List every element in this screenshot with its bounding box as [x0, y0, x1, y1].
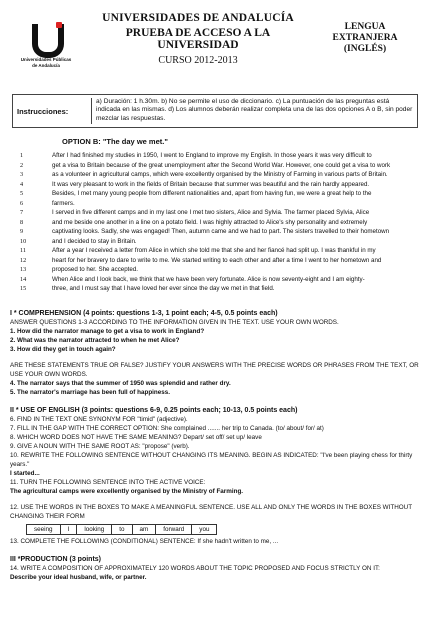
line-number: 15 — [20, 285, 27, 292]
university-logo — [8, 22, 84, 68]
question-5: 5. The narrator's marriage has been full of happiness. — [10, 389, 171, 396]
question-10-start: I started... — [10, 470, 40, 477]
line-text: It was very pleasant to work in the fields of Britain because that summer was beautiful and the rain hardly appeared. — [52, 180, 370, 188]
subject-line-2: EXTRANJERA — [332, 33, 398, 43]
line-number: 8 — [20, 218, 24, 226]
use-of-english-heading: II * USE OF ENGLISH (3 points: questions 6-9, 0.25 points each; 10-13, 0.5 points each) — [10, 407, 298, 414]
subject-line-1: LENGUA — [344, 22, 386, 32]
line-number: 10 — [20, 237, 27, 245]
instructions-label: Instrucciones: — [17, 107, 69, 116]
line-text: get a visa to Britain because of the great unemployment after the Second World War. However, one could get a visa to work — [52, 161, 391, 169]
exam-header — [0, 0, 425, 88]
line-number: 11 — [20, 247, 26, 254]
instructions-box — [12, 94, 418, 128]
line-text: farmers. — [52, 199, 75, 207]
instructions-text: a) Duración: 1 h.30m. b) No se permite el uso de diccionario. c) La puntuación de las preguntas está indicada en las mismas. d) Los alumnos deberán realizar completa una de las dos opciones A o B, sin poder mezclar las respuestas. — [91, 98, 414, 124]
line-number: 1 — [20, 152, 24, 159]
question-9: 9. GIVE A NOUN WITH THE SAME ROOT AS: "propose" (verb). — [10, 443, 190, 450]
line-number: 6 — [20, 199, 24, 207]
question-14: 14. WRITE A COMPOSITION OF APPROXIMATELY 120 WORDS ABOUT THE TOPIC PROPOSED AND FOCUS STRICTLY ON IT: — [10, 565, 380, 572]
question-6: 6. FIND IN THE TEXT ONE SYNONYM FOR "timid" (adjective). — [10, 416, 188, 423]
text-line — [20, 180, 416, 190]
logo-text-2: de Andalucía — [32, 63, 60, 68]
option-title: OPTION B: "The day we met." — [62, 137, 168, 146]
exam-subtitle: PRUEBA DE ACCESO A LA UNIVERSIDAD — [125, 27, 271, 51]
line-text: When Alice and I look back, we think that we have been very fortunate. Alice is now seventy-eight and I am eighty- — [52, 275, 365, 283]
question-2: 2. What was the narrator attracted to when he met Alice? — [10, 337, 180, 344]
reading-text — [20, 151, 416, 294]
text-line — [20, 218, 416, 228]
true-false-instructions: ARE THESE STATEMENTS TRUE OR FALSE? JUSTIFY YOUR ANSWERS WITH THE PRECISE WORDS OR PHRASES FROM THE TEXT, OR USE YOUR OWN WORDS. — [10, 362, 419, 378]
text-line — [20, 284, 416, 294]
line-number: 3 — [20, 171, 24, 178]
comprehension-instructions: ANSWER QUESTIONS 1-3 ACCORDING TO THE INFORMATION GIVEN IN THE TEXT. USE YOUR OWN WORDS. — [10, 319, 339, 326]
line-text: After I had finished my studies in 1950, I went to England to improve my English. In those years it was very difficult to — [52, 152, 372, 159]
subject-block — [310, 22, 420, 55]
word-box: am — [132, 524, 157, 535]
word-box: looking — [76, 524, 112, 535]
line-text: After a year I received a letter from Alice in which she told me that she and her fiancé had split up. I was thankful in my — [52, 247, 376, 254]
line-text: and me beside one another in a line on a potato field. I was highly attracted to Alice's shy personality and extremely — [52, 218, 368, 226]
line-text: I served in five different camps and in my last one I met two sisters, Alice and Sylvia. The farmer placed Sylvia, Alice — [52, 209, 370, 216]
course-year: CURSO 2012-2013 — [158, 55, 238, 66]
line-text: as a volunteer in agricultural camps, which were excellently organised by the Ministry of Farming in various parts of Britain. — [52, 171, 388, 178]
question-7: 7. FILL IN THE GAP WITH THE CORRECT OPTION: She complained ....... her trip to Canada. (to/ about/ for/ at) — [10, 425, 324, 432]
text-line — [20, 227, 416, 237]
exam-title: UNIVERSIDADES DE ANDALUCÍA — [102, 12, 294, 24]
text-line — [20, 170, 416, 180]
line-number: 4 — [20, 180, 24, 188]
text-line — [20, 151, 416, 161]
line-number: 7 — [20, 209, 24, 216]
line-text: Besides, I met many young people from different nationalities and, apart from having fun, we were a great help to the — [52, 190, 372, 197]
word-box: to — [111, 524, 132, 535]
line-number: 12 — [20, 256, 27, 264]
line-text: captivating looks. Sadly, she was engaged! Then, autumn came and we had to part. The sisters travelled to their hometown — [52, 228, 390, 235]
line-number: 14 — [20, 275, 27, 283]
line-number: 13 — [20, 266, 27, 273]
text-line — [20, 161, 416, 171]
question-4: 4. The narrator says that the summer of 1950 was splendid and rather dry. — [10, 380, 231, 387]
question-14-topic: Describe your ideal husband, wife, or partner. — [10, 574, 147, 581]
question-10: 10. REWRITE THE FOLLOWING SENTENCE WITHOUT CHANGING ITS MEANING. BEGIN AS INDICATED: "I've been playing chess for thirty years." — [10, 452, 413, 468]
word-box: I — [60, 524, 78, 535]
text-line — [20, 275, 416, 285]
question-11-sentence: The agricultural camps were excellently organised by the Ministry of Farming. — [10, 488, 244, 495]
text-line — [20, 265, 416, 275]
subject-line-3: (INGLÉS) — [343, 44, 387, 54]
text-line — [20, 189, 416, 199]
questions-section — [10, 307, 420, 582]
logo-text-1: Universidades Públicas — [20, 57, 72, 62]
text-line — [20, 256, 416, 266]
text-line — [20, 199, 416, 209]
question-3: 3. How did they get in touch again? — [10, 346, 116, 353]
line-number: 2 — [20, 161, 24, 169]
line-text: and I decided to stay in Britain. — [52, 237, 137, 245]
line-text: three, and I must say that I have loved her ever since the day we met in that field. — [52, 285, 275, 292]
question-11: 11. TURN THE FOLLOWING SENTENCE INTO THE ACTIVE VOICE: — [10, 479, 206, 486]
line-text: proposed to her. She accepted. — [52, 266, 138, 273]
word-box: you — [191, 524, 217, 535]
text-line — [20, 237, 416, 247]
line-number: 5 — [20, 190, 24, 197]
question-13: 13. COMPLETE THE FOLLOWING (CONDITIONAL) SENTENCE: If she hadn't written to me, ... — [10, 538, 279, 545]
question-8: 8. WHICH WORD DOES NOT HAVE THE SAME MEANING? Depart/ set off/ set up/ leave — [10, 434, 262, 441]
question-1: 1. How did the narrator manage to get a visa to work in England? — [10, 328, 205, 335]
line-text: heart for her bravery to dare to write to me. We started writing to each other and after a time I went to her hometown and — [52, 256, 382, 264]
word-boxes — [26, 524, 420, 535]
question-12: 12. USE THE WORDS IN THE BOXES TO MAKE A MEANINGFUL SENTENCE. USE ALL AND ONLY THE WORDS IN THE BOXES WITHOUT CHANGING THEIR FORM — [10, 504, 412, 520]
line-number: 9 — [20, 228, 24, 235]
text-line — [20, 246, 416, 256]
word-box: forward — [155, 524, 192, 535]
word-box: seeing — [26, 524, 61, 535]
comprehension-heading: I * COMPREHENSION (4 points: questions 1-3, 1 point each; 4-5, 0.5 points each) — [10, 310, 278, 317]
text-line — [20, 208, 416, 218]
production-heading: III *PRODUCTION (3 points) — [10, 556, 101, 563]
